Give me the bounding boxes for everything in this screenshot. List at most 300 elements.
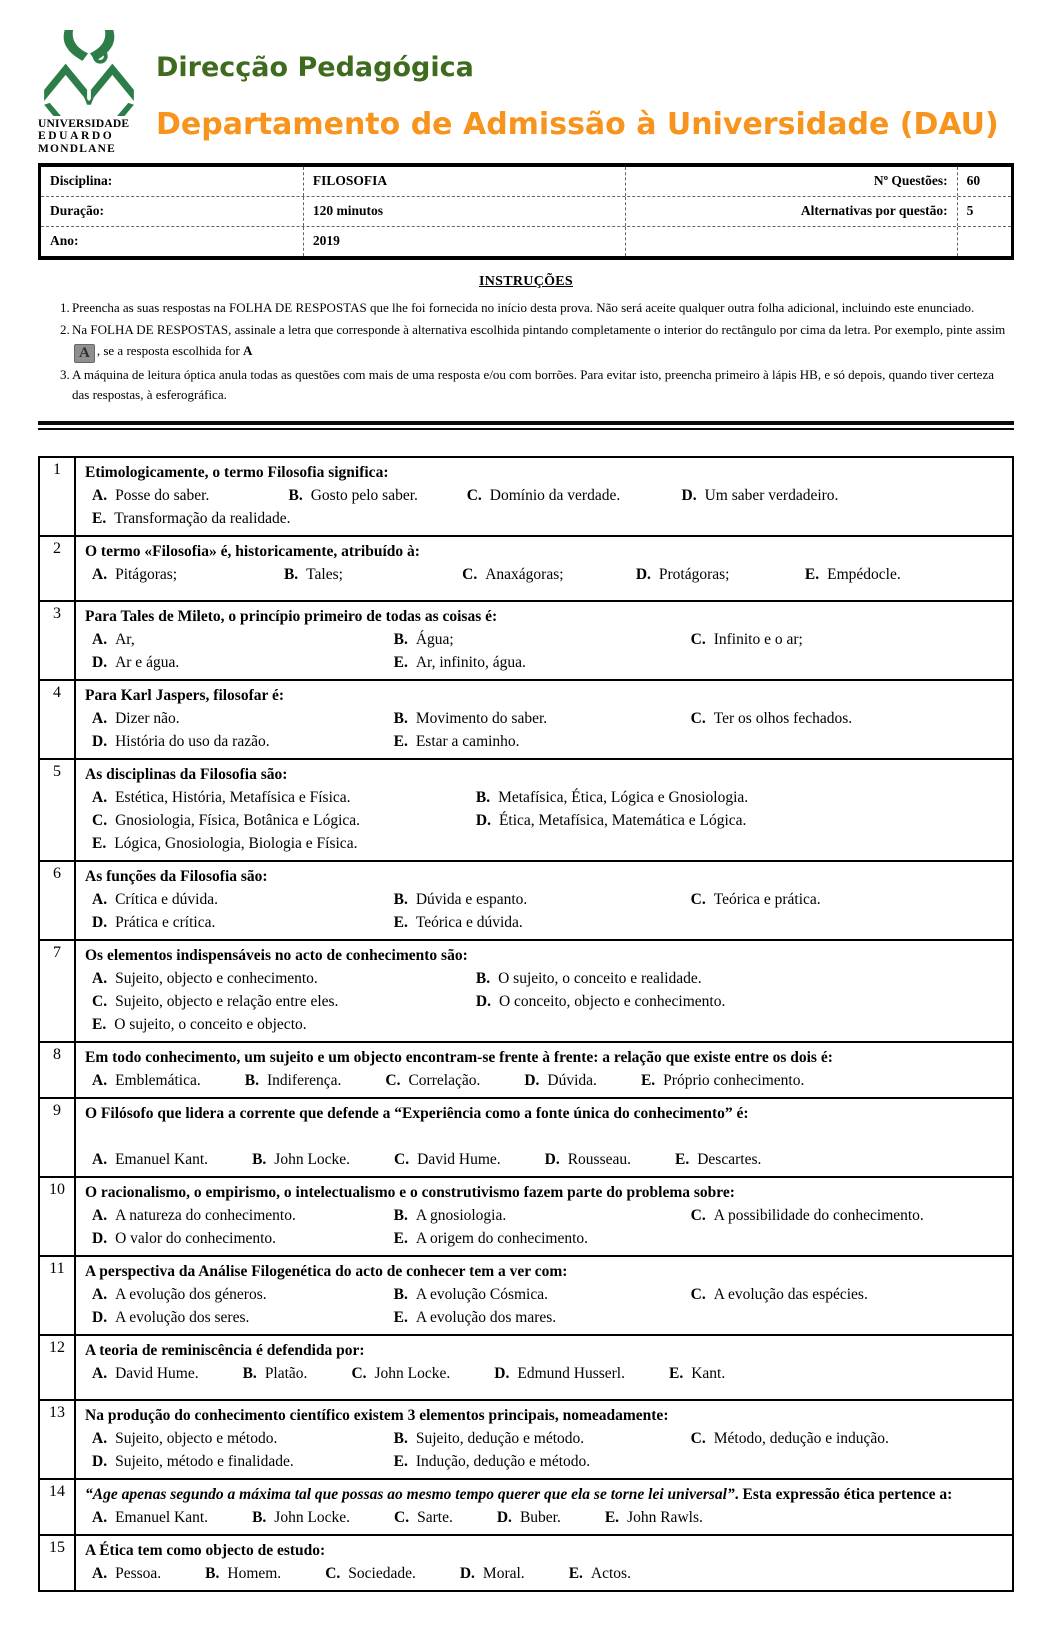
option-C	[394, 1506, 453, 1529]
option-B	[284, 563, 462, 586]
question-number: 13	[40, 1401, 76, 1478]
option-letter: B.	[393, 1206, 408, 1224]
university-name	[38, 118, 129, 155]
option-text: John Locke.	[274, 1150, 351, 1168]
question-title: A Ética tem como objecto de estudo:	[85, 1541, 326, 1559]
question-options	[85, 628, 1006, 674]
option-E	[394, 1227, 691, 1250]
option-text: Crítica e dúvida.	[115, 890, 218, 908]
info-value-right: 5	[957, 197, 1011, 226]
question-row	[40, 1041, 1012, 1097]
option-letter: A.	[92, 890, 108, 908]
option-D	[92, 1227, 394, 1250]
exam-info-table	[38, 163, 1014, 260]
info-value-right: 60	[957, 167, 1011, 196]
question-title: Para Karl Jaspers, filosofar é:	[85, 686, 285, 704]
question-title: Para Tales de Mileto, o princípio primeiro de todas as coisas é:	[85, 607, 498, 625]
option-text: Estar a caminho.	[415, 732, 520, 750]
option-text: Edmund Husserl.	[517, 1364, 625, 1382]
question-options	[85, 1204, 1006, 1250]
question-title: Etimologicamente, o termo Filosofia significa:	[85, 463, 389, 481]
option-letter: E.	[640, 1071, 656, 1089]
option-text: Metafísica, Ética, Lógica e Gnosiologia.	[498, 788, 749, 806]
option-letter: C.	[690, 709, 706, 727]
question-row	[40, 1399, 1012, 1478]
option-A	[92, 1069, 201, 1092]
option-text: Actos.	[590, 1564, 631, 1582]
option-D	[92, 911, 394, 934]
option-text: Empédocle.	[827, 565, 901, 583]
question-number: 5	[40, 760, 76, 860]
option-text: A origem do conhecimento.	[415, 1229, 589, 1247]
question-row	[40, 1097, 1012, 1176]
option-text: Buber.	[519, 1508, 561, 1526]
option-text: Indução, dedução e método.	[415, 1452, 591, 1470]
question-body	[76, 537, 1012, 600]
info-value: 2019	[303, 227, 625, 256]
option-D	[545, 1148, 631, 1171]
option-letter: A.	[92, 1564, 108, 1582]
question-options	[85, 888, 1006, 934]
question-row	[40, 1176, 1012, 1255]
option-E	[92, 507, 289, 530]
option-A	[92, 1427, 394, 1450]
option-B	[252, 1506, 350, 1529]
option-letter: B.	[475, 788, 491, 806]
option-letter: C.	[394, 1508, 410, 1526]
question-title: A teoria de reminiscência é defendida por:	[85, 1341, 365, 1359]
option-text: Dizer não.	[115, 709, 180, 727]
option-A	[92, 1283, 394, 1306]
option-text: Emblemática.	[115, 1071, 201, 1089]
option-D	[92, 730, 394, 753]
option-text: História do uso da razão.	[115, 732, 270, 750]
question-options	[85, 1506, 1006, 1529]
option-text: Ter os olhos fechados.	[713, 709, 853, 727]
option-A	[92, 786, 476, 809]
option-letter: A.	[92, 565, 108, 583]
question-title: Na produção do conhecimento científico existem 3 elementos principais, nomeadamente:	[85, 1406, 669, 1424]
option-text: Próprio conhecimento.	[663, 1071, 805, 1089]
question-row	[40, 600, 1012, 679]
option-C	[92, 990, 476, 1013]
option-text: O sujeito, o conceito e realidade.	[498, 969, 702, 987]
question-body	[76, 602, 1012, 679]
option-letter: A.	[92, 1364, 108, 1382]
instruction-item	[38, 365, 1014, 405]
instruction-number: 2.	[60, 322, 70, 338]
option-letter: E.	[568, 1564, 583, 1582]
option-D	[524, 1069, 597, 1092]
option-A	[92, 1148, 208, 1171]
option-text: Sujeito, objecto e método.	[115, 1429, 278, 1447]
option-E	[669, 1362, 725, 1385]
question-row	[40, 1334, 1012, 1399]
option-text: Dúvida.	[547, 1071, 597, 1089]
option-letter: C.	[385, 1071, 401, 1089]
option-letter: A.	[92, 1429, 108, 1447]
info-label: Disciplina:	[50, 173, 113, 189]
option-D	[92, 1306, 394, 1329]
option-letter: D.	[459, 1564, 475, 1582]
option-B	[243, 1362, 308, 1385]
question-row	[40, 939, 1012, 1041]
option-letter: E.	[393, 1308, 408, 1326]
question-row	[40, 860, 1012, 939]
option-C	[394, 1148, 501, 1171]
option-text: O sujeito, o conceito e objecto.	[114, 1015, 307, 1033]
option-letter: C.	[690, 1429, 706, 1447]
option-C	[92, 809, 476, 832]
option-C	[691, 888, 1006, 911]
option-letter: B.	[288, 486, 303, 504]
question-number: 11	[40, 1257, 76, 1334]
option-letter: B.	[242, 1364, 257, 1382]
question-options	[85, 1148, 1006, 1171]
instructions-title: INSTRUÇÕES	[478, 274, 574, 290]
option-E	[92, 832, 476, 855]
option-text: Anaxágoras;	[485, 565, 564, 583]
option-letter: B.	[393, 1285, 408, 1303]
option-letter: A.	[92, 1206, 108, 1224]
question-row	[40, 535, 1012, 600]
question-title: Os elementos indispensáveis no acto de conhecimento são:	[85, 946, 468, 964]
university-name-line2: EDUARDO	[38, 130, 115, 143]
option-text: Emanuel Kant.	[115, 1150, 209, 1168]
option-letter: E.	[393, 653, 408, 671]
option-letter: A.	[92, 486, 108, 504]
info-value-right	[957, 227, 1011, 256]
question-body	[76, 1401, 1012, 1478]
option-A	[92, 628, 394, 651]
option-B	[394, 1204, 691, 1227]
option-C	[462, 563, 636, 586]
question-number: 8	[40, 1043, 76, 1097]
option-text: Prática e crítica.	[115, 913, 216, 931]
option-A	[92, 1506, 208, 1529]
instructions-list	[38, 298, 1014, 405]
instruction-item	[38, 320, 1014, 362]
question-row	[40, 679, 1012, 758]
option-letter: E.	[669, 1364, 684, 1382]
info-label-right: Alternativas por questão:	[625, 197, 957, 226]
info-row	[41, 167, 1011, 196]
option-text: A possibilidade do conhecimento.	[713, 1206, 924, 1224]
option-letter: B.	[252, 1150, 267, 1168]
option-letter: A.	[92, 1508, 108, 1526]
option-letter: C.	[351, 1364, 367, 1382]
option-letter: B.	[393, 1429, 408, 1447]
option-letter: A.	[92, 630, 108, 648]
option-E	[394, 911, 691, 934]
option-letter: C.	[690, 1206, 706, 1224]
option-text: A natureza do conhecimento.	[115, 1206, 296, 1224]
option-letter: C.	[92, 992, 108, 1010]
option-D	[92, 1450, 394, 1473]
info-label: Duração:	[50, 203, 104, 219]
question-title-rest: . Esta expressão ética pertence a:	[734, 1485, 953, 1503]
option-A	[92, 1562, 161, 1585]
university-name-line1: UNIVERSIDADE	[38, 118, 130, 130]
option-E	[394, 1450, 691, 1473]
option-letter: D.	[92, 1452, 108, 1470]
question-body	[76, 1336, 1012, 1399]
option-text: Um saber verdadeiro.	[704, 486, 839, 504]
option-letter: D.	[475, 992, 491, 1010]
question-options	[85, 967, 1006, 1036]
option-letter: D.	[494, 1364, 510, 1382]
option-A	[92, 1362, 199, 1385]
question-title	[85, 1483, 1006, 1506]
option-text: Kant.	[691, 1364, 726, 1382]
option-letter: D.	[635, 565, 651, 583]
question-body	[76, 1480, 1012, 1534]
option-letter: D.	[92, 732, 108, 750]
question-title: O racionalismo, o empirismo, o intelectualismo e o construtivismo fazem parte do problema sobre:	[85, 1183, 735, 1201]
option-letter: B.	[244, 1071, 259, 1089]
option-E	[805, 563, 1006, 586]
option-letter: E.	[393, 1452, 408, 1470]
questions-table	[38, 456, 1014, 1592]
question-number: 9	[40, 1099, 76, 1176]
option-D	[636, 563, 805, 586]
option-letter: C.	[690, 890, 706, 908]
option-text: Sarte.	[417, 1508, 453, 1526]
option-B	[252, 1148, 350, 1171]
option-C	[325, 1562, 416, 1585]
option-letter: D.	[681, 486, 697, 504]
option-letter: D.	[524, 1071, 540, 1089]
option-letter: E.	[393, 913, 408, 931]
option-letter: E.	[92, 509, 107, 527]
option-letter: E.	[604, 1508, 620, 1526]
option-text: Sujeito, dedução e método.	[415, 1429, 585, 1447]
option-letter: D.	[92, 913, 108, 931]
option-letter: E.	[675, 1150, 690, 1168]
option-C	[691, 707, 1006, 730]
option-B	[394, 707, 691, 730]
option-letter: A.	[92, 969, 108, 987]
question-number: 7	[40, 941, 76, 1041]
option-text: Moral.	[482, 1564, 525, 1582]
question-options	[85, 1362, 1006, 1385]
option-letter: C.	[690, 630, 706, 648]
option-D	[460, 1562, 525, 1585]
header-titles	[156, 30, 999, 142]
option-text: Ar, infinito, água.	[415, 653, 526, 671]
question-number: 4	[40, 681, 76, 758]
option-letter: D.	[544, 1150, 560, 1168]
option-text: A evolução dos seres.	[115, 1308, 250, 1326]
question-title: O termo «Filosofia» é, historicamente, atribuído à:	[85, 542, 420, 560]
instruction-text-main: Na FOLHA DE RESPOSTAS, assinale a letra que corresponde à alternativa escolhida pintando completamente o interior do rectângulo por cima da letra. Por exemplo, pinte assim	[72, 322, 1006, 338]
option-text: Teórica e dúvida.	[415, 913, 523, 931]
option-D	[494, 1362, 625, 1385]
option-text: A evolução das espécies.	[713, 1285, 868, 1303]
option-text: John Rawls.	[627, 1508, 703, 1526]
option-text: Gnosiologia, Física, Botânica e Lógica.	[115, 811, 361, 829]
info-row	[41, 196, 1011, 226]
option-text: A evolução dos géneros.	[115, 1285, 267, 1303]
option-B	[394, 888, 691, 911]
question-number: 12	[40, 1336, 76, 1399]
option-letter: C.	[462, 565, 478, 583]
info-row	[41, 226, 1011, 256]
option-text: Ar e água.	[115, 653, 180, 671]
option-text: O conceito, objecto e conhecimento.	[498, 992, 726, 1010]
option-C	[351, 1362, 450, 1385]
question-options	[85, 1283, 1006, 1329]
question-body	[76, 941, 1012, 1041]
question-number: 2	[40, 537, 76, 600]
option-C	[385, 1069, 480, 1092]
option-letter: B.	[475, 969, 491, 987]
option-letter: C.	[394, 1150, 410, 1168]
filled-answer-box-icon: A	[74, 344, 95, 363]
option-text: Domínio da verdade.	[489, 486, 621, 504]
option-text: David Hume.	[417, 1150, 501, 1168]
option-letter: E.	[804, 565, 820, 583]
option-A	[92, 563, 284, 586]
instruction-text-main: A máquina de leitura óptica anula todas as questões com mais de uma resposta e/ou com borrões. Para evitar isto, preencha primeiro à lápis HB, e só depois, quando tiver certeza das respostas, à esferográfica.	[72, 366, 994, 402]
option-letter: E.	[393, 1229, 408, 1247]
question-options	[85, 563, 1006, 586]
option-A	[92, 707, 394, 730]
question-quote: “Age apenas segundo a máxima tal que possas ao mesmo tempo querer que ela se torne lei universal”	[85, 1485, 735, 1503]
info-label: Ano:	[50, 233, 79, 249]
option-B	[289, 484, 467, 507]
question-number: 1	[40, 458, 76, 535]
option-C	[691, 1204, 1006, 1227]
option-letter: B.	[252, 1508, 267, 1526]
question-body	[76, 1257, 1012, 1334]
option-letter: C.	[92, 811, 108, 829]
question-body	[76, 1099, 1012, 1176]
option-D	[476, 809, 1006, 832]
option-B	[394, 1427, 691, 1450]
header	[38, 30, 1014, 155]
option-C	[691, 1283, 1006, 1306]
option-letter: C.	[325, 1564, 341, 1582]
option-text: O valor do conhecimento.	[115, 1229, 277, 1247]
question-options	[85, 1427, 1006, 1473]
option-text: Protágoras;	[658, 565, 730, 583]
option-text: Dúvida e espanto.	[415, 890, 528, 908]
question-body	[76, 681, 1012, 758]
double-rule-divider	[38, 421, 1014, 430]
option-B	[394, 628, 691, 651]
option-E	[641, 1069, 804, 1092]
option-letter: B.	[393, 709, 408, 727]
university-logo-block	[38, 30, 146, 155]
question-title: As disciplinas da Filosofia são:	[85, 765, 288, 783]
instruction-text-main: Preencha as suas respostas na FOLHA DE RESPOSTAS que lhe foi fornecida no início desta prova. Não será aceite qualquer outra folha adicional, incluindo este enunciado.	[72, 300, 975, 316]
option-letter: A.	[92, 709, 108, 727]
question-row	[40, 458, 1012, 535]
option-text: Ar,	[115, 630, 135, 648]
option-D	[497, 1506, 561, 1529]
question-row	[40, 1534, 1012, 1590]
option-E	[92, 1013, 476, 1036]
instruction-text	[72, 298, 1014, 318]
option-B	[205, 1562, 281, 1585]
option-E	[569, 1562, 631, 1585]
option-text: A evolução Cósmica.	[415, 1285, 548, 1303]
option-letter: D.	[92, 1229, 108, 1247]
question-options	[85, 786, 1006, 855]
option-letter: C.	[690, 1285, 706, 1303]
uem-logo-icon	[42, 30, 136, 116]
option-text: Movimento do saber.	[415, 709, 548, 727]
option-text: Água;	[415, 630, 454, 648]
option-C	[691, 1427, 1006, 1450]
question-options	[85, 484, 1006, 530]
question-row	[40, 758, 1012, 860]
option-text: Sujeito, objecto e relação entre eles.	[115, 992, 339, 1010]
option-E	[394, 651, 691, 674]
option-letter: B.	[393, 630, 408, 648]
option-text: A evolução dos mares.	[415, 1308, 557, 1326]
option-B	[245, 1069, 342, 1092]
option-text: Correlação.	[408, 1071, 481, 1089]
question-body	[76, 862, 1012, 939]
question-number: 15	[40, 1536, 76, 1590]
info-label-right	[625, 227, 957, 256]
question-number: 14	[40, 1480, 76, 1534]
question-number: 6	[40, 862, 76, 939]
option-text: Emanuel Kant.	[115, 1508, 209, 1526]
departamento-dau-title: Departamento de Admissão à Universidade (DAU)	[156, 107, 999, 142]
option-text: Sujeito, método e finalidade.	[115, 1452, 294, 1470]
option-text: Transformação da realidade.	[114, 509, 291, 527]
option-letter: A.	[92, 1285, 108, 1303]
option-letter: A.	[92, 1150, 108, 1168]
option-text: Indiferença.	[266, 1071, 342, 1089]
option-text: Estética, História, Metafísica e Física.	[115, 788, 351, 806]
university-name-line3: MONDLANE	[38, 142, 116, 155]
question-title: Em todo conhecimento, um sujeito e um objecto encontram-se frente à frente: a relação que existe entre os dois é:	[85, 1048, 833, 1066]
info-label-right: Nº Questões:	[625, 167, 957, 196]
question-options	[85, 707, 1006, 753]
option-letter: E.	[393, 732, 408, 750]
option-text: Posse do saber.	[115, 486, 210, 504]
option-text: Homem.	[227, 1564, 282, 1582]
option-text: Platão.	[264, 1364, 308, 1382]
option-letter: B.	[393, 890, 408, 908]
question-title: O Filósofo que lidera a corrente que defende a “Experiência como a fonte única do conhecimento” é:	[85, 1104, 749, 1122]
option-A	[92, 1204, 394, 1227]
instruction-bold-letter: A	[243, 342, 253, 358]
option-text: Pitágoras;	[115, 565, 178, 583]
question-body	[76, 1178, 1012, 1255]
option-letter: B.	[205, 1564, 220, 1582]
question-body	[76, 1536, 1012, 1590]
option-A	[92, 484, 289, 507]
option-text: A gnosiologia.	[415, 1206, 507, 1224]
option-text: John Locke.	[274, 1508, 351, 1526]
option-D	[92, 651, 394, 674]
direccao-pedagogica-title: Direcção Pedagógica	[156, 52, 474, 83]
option-text: Lógica, Gnosiologia, Biologia e Física.	[114, 834, 358, 852]
question-number: 10	[40, 1178, 76, 1255]
option-text: Teórica e prática.	[713, 890, 821, 908]
instruction-text-after: , se a resposta escolhida for	[96, 342, 244, 358]
option-text: Sociedade.	[348, 1564, 416, 1582]
option-letter: A.	[92, 1071, 108, 1089]
instructions-section	[38, 274, 1014, 405]
info-value: 120 minutos	[303, 197, 625, 226]
question-options	[85, 1562, 1006, 1585]
